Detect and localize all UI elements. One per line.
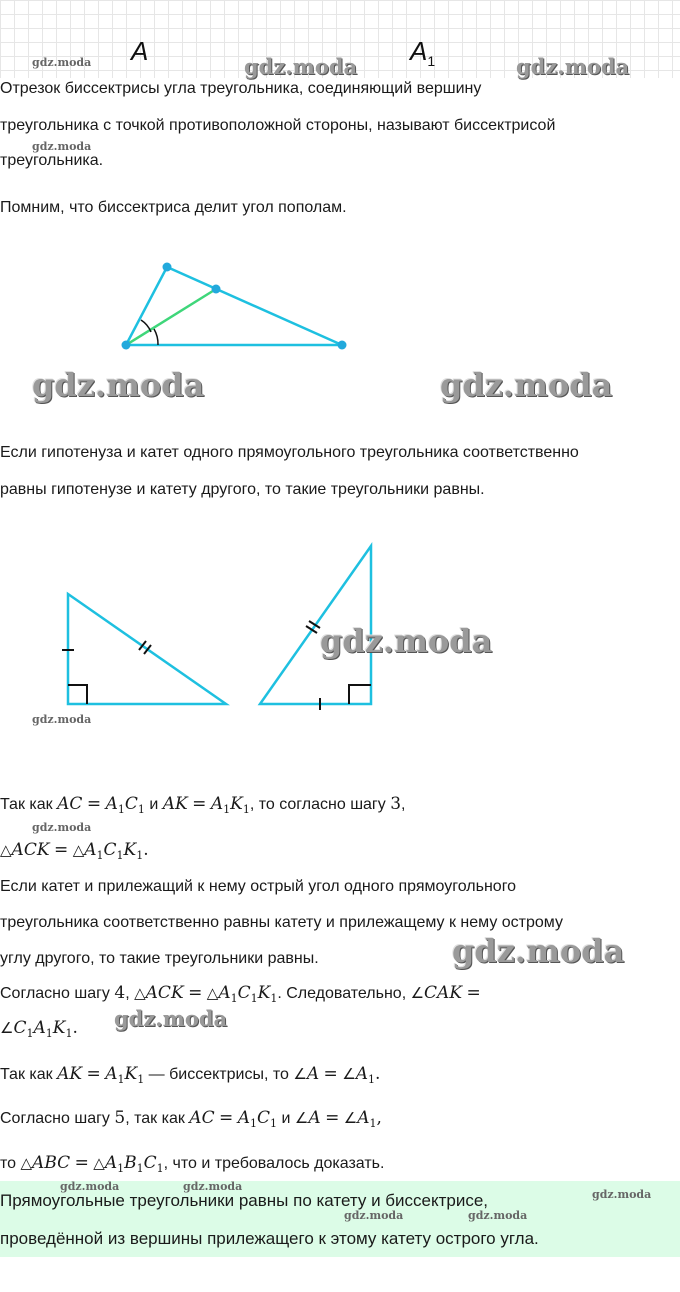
watermark: gdz.moda xyxy=(32,713,92,726)
angle-arc-lower xyxy=(154,329,158,345)
watermark: gdz.moda xyxy=(32,366,205,404)
step-4-line-2: $\angle C_1A_1K_1$. xyxy=(0,1018,78,1041)
conclusion-line-2: проведённой из вершины прилежащего к этому катету острого угла. xyxy=(0,1229,539,1248)
watermark: gdz.moda xyxy=(452,932,625,970)
right-right-angle-mark xyxy=(349,685,371,704)
triangle-outline xyxy=(126,267,342,345)
theorem-hyp-leg-line-1: Если гипотенуза и катет одного прямоугольного треугольника соответственно xyxy=(0,444,579,461)
triangle-congruence-acK: △ACK = $\triangle A_1C_1K_1$. xyxy=(0,840,149,863)
watermark: gdz.moda xyxy=(32,56,92,69)
watermark: gdz.moda xyxy=(60,1180,120,1193)
watermark: gdz.moda xyxy=(32,140,92,153)
conclusion-proof-line: то △ABC = $\triangle A_1B_1C_1$, что и требовалось доказать. xyxy=(0,1153,385,1176)
left-right-angle-mark xyxy=(68,685,87,704)
watermark: gdz.moda xyxy=(516,54,630,79)
definition-line-3: треугольника. xyxy=(0,152,104,169)
angle-arc-upper xyxy=(141,320,151,332)
step-equality-line: Так как AC = $A_1C_1$ и AK = $A_1K_1$, то согласно шагу 3, xyxy=(0,794,406,817)
bisector-end-point xyxy=(212,285,221,294)
vertex-point xyxy=(338,341,347,350)
watermark: gdz.moda xyxy=(183,1180,243,1193)
definition-line-1: Отрезок биссектрисы угла треугольника, соединяющий вершину xyxy=(0,80,482,97)
vertex-point xyxy=(122,341,131,350)
bisector-diagram xyxy=(0,250,680,370)
theorem-leg-angle-line-3: углу другого, то такие треугольники равны. xyxy=(0,950,319,967)
theorem-leg-angle-line-2: треугольника соответственно равны катету и прилежащему к нему острому xyxy=(0,914,563,931)
conclusion-line-1: Прямоугольные треугольники равны по катету и биссектрисе, xyxy=(0,1191,489,1210)
watermark: gdz.moda xyxy=(344,1209,404,1222)
watermark: gdz.moda xyxy=(320,622,493,660)
watermark: gdz.moda xyxy=(32,821,92,834)
step-4-line-1: Согласно шагу 4, △ACK = $\triangle A_1C_1K_1$. Следовательно, ∠CAK = xyxy=(0,983,481,1006)
watermark: gdz.moda xyxy=(244,54,358,79)
step-5-line: Согласно шагу 5, так как AC = $A_1C_1$ и ∠A = $\angle A_1$, xyxy=(0,1108,382,1131)
theorem-hyp-leg-line-2: равны гипотенузе и катету другого, то такие треугольники равны. xyxy=(0,481,485,498)
watermark: gdz.moda xyxy=(468,1209,528,1222)
vertex-point xyxy=(163,263,172,272)
bisectors-equal-line: Так как AK = $A_1K_1$ — биссектрисы, то ∠A = $\angle A_1$. xyxy=(0,1064,381,1087)
bisector-note: Помним, что биссектриса делит угол пополам. xyxy=(0,199,347,216)
watermark: gdz.moda xyxy=(114,1006,228,1031)
watermark: gdz.moda xyxy=(592,1188,652,1201)
vertex-label-a: A xyxy=(131,36,149,66)
watermark: gdz.moda xyxy=(440,366,613,404)
theorem-leg-angle-line-1: Если катет и прилежащий к нему острый угол одного прямоугольного xyxy=(0,878,517,895)
definition-line-2: треугольника с точкой противоположной стороны, называют биссектрисой xyxy=(0,117,556,134)
vertex-label-a1: $A_1$ xyxy=(410,36,436,70)
